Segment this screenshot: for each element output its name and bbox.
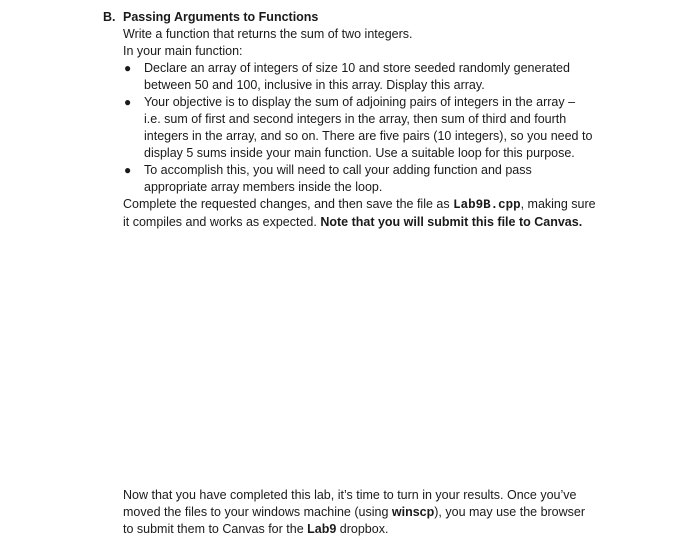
lab9-text: Lab9 [307, 522, 337, 536]
section-title: Passing Arguments to Functions [123, 10, 319, 24]
bullet-icon: ● [124, 61, 132, 75]
footer-line2-suffix: ), you may use the browser [434, 505, 586, 519]
closing-suffix: , making sure [520, 197, 596, 211]
section-body [123, 26, 603, 231]
main-intro-text: In your main function: [123, 44, 243, 58]
closing-prefix: Complete the requested changes, and then save the file as [123, 197, 454, 211]
footer-line3-suffix: dropbox. [336, 522, 389, 536]
footer-line3-prefix: to submit them to Canvas for the [123, 522, 308, 536]
list-item-line: integers in the array, and so on. There are five pairs (10 integers), so you need to [144, 129, 593, 143]
list-item-line: display 5 sums inside your main function. Use a suitable loop for this purpose. [144, 146, 575, 160]
closing-line2-start: it compiles and works as expected. [123, 215, 321, 229]
list-item [123, 60, 603, 94]
footer-line2-prefix: moved the files to your windows machine (using [123, 505, 392, 519]
closing-line-1 [123, 196, 603, 214]
list-item [123, 162, 603, 196]
list-item-line: between 50 and 100, inclusive in this array. Display this array. [144, 78, 485, 92]
list-item-line: i.e. sum of first and second integers in the array, then sum of third and fourth [144, 112, 567, 126]
winscp-text: winscp [391, 505, 435, 519]
footer-line-2 [123, 504, 623, 521]
bullet-icon: ● [124, 95, 132, 109]
section-heading [103, 9, 603, 26]
list-item [123, 94, 603, 162]
section-b [103, 9, 603, 231]
submit-note: Note that you will submit this file to Canvas. [320, 215, 583, 229]
list-item-line: appropriate array members inside the loop. [144, 180, 383, 194]
section-letter: B. [103, 10, 116, 24]
filename-code: Lab9B.cpp [453, 198, 521, 212]
requirements-list [123, 60, 603, 196]
bullet-icon: ● [124, 163, 132, 177]
list-item-line: Declare an array of integers of size 10 and store seeded randomly generated [144, 61, 570, 75]
closing-line-2 [123, 214, 603, 231]
footer-paragraph [123, 487, 623, 538]
footer-line-1: Now that you have completed this lab, it’s time to turn in your results. Once you’ve [123, 488, 577, 502]
list-item-line: To accomplish this, you will need to call your adding function and pass [144, 163, 532, 177]
intro-text: Write a function that returns the sum of two integers. [123, 27, 413, 41]
footer-line-3 [123, 521, 623, 538]
list-item-line: Your objective is to display the sum of adjoining pairs of integers in the array – [144, 95, 576, 109]
